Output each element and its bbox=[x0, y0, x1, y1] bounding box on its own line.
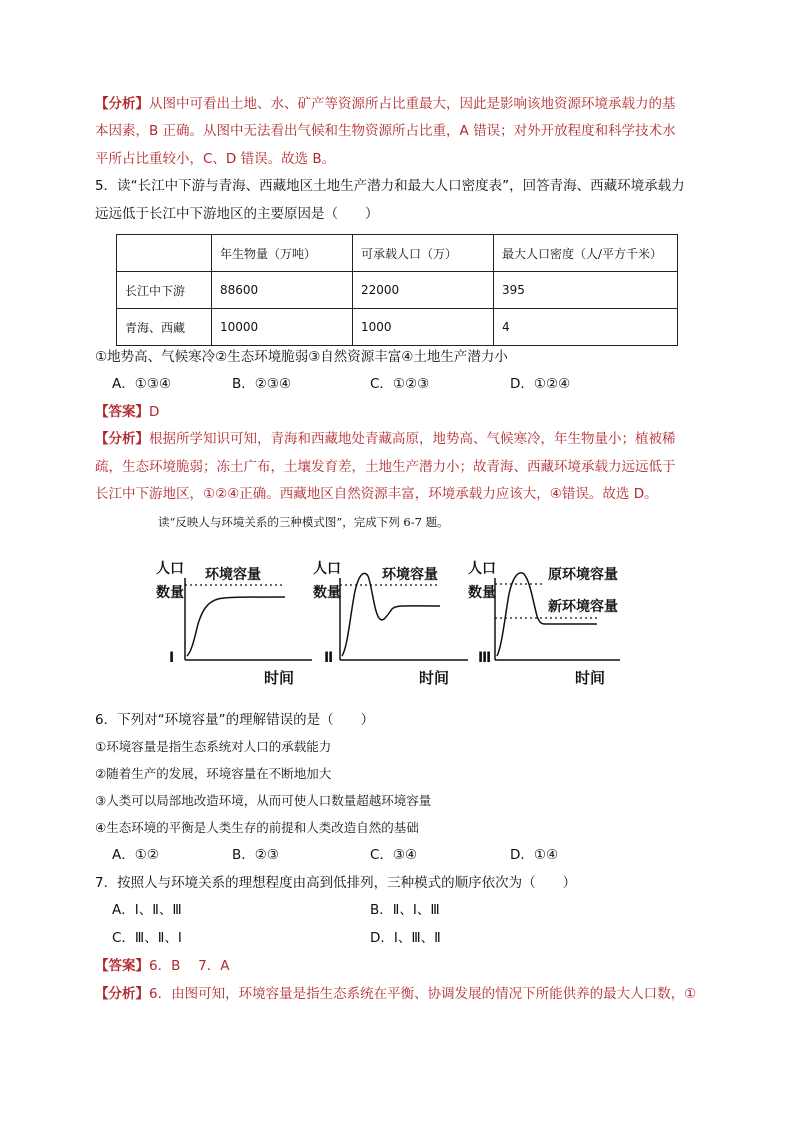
three-models-figure bbox=[150, 556, 670, 690]
x-axis-label: 时间 bbox=[575, 669, 606, 687]
answer-value: 6．B 7．A bbox=[149, 958, 230, 974]
q5-stem-line-1: 5．读“长江中下游与青海、西藏地区土地生产潜力和最大人口密度表”，回答青海、西藏环境承载力 bbox=[95, 178, 685, 194]
table-header-cell bbox=[117, 235, 212, 272]
y-axis-label-top: 人口 bbox=[468, 561, 496, 577]
population-curve bbox=[342, 573, 440, 656]
q6-statement: ④生态环境的平衡是人类生存的前提和人类改造自然的基础 bbox=[95, 820, 419, 835]
answer-tag: 【答案】 bbox=[95, 404, 149, 420]
panel-roman-label: Ⅲ bbox=[478, 650, 492, 666]
table-row bbox=[117, 272, 678, 309]
table-cell: 青海、西藏 bbox=[117, 309, 212, 346]
q5-option-a[interactable]: A．①③④ bbox=[112, 376, 172, 392]
table-cell: 88600 bbox=[212, 272, 353, 309]
original-capacity-label: 原环境容量 bbox=[548, 567, 618, 583]
q5-analysis-line-2: 疏，生态环境脆弱；冻土广布，土壤发育差，土地生产潜力小；故青海、西藏环境承载力远远低于 bbox=[95, 459, 676, 475]
q5-analysis-line-1: 【分析】根据所学知识可知，青海和西藏地处青藏高原，地势高、气候寒冷，年生物量小；植被稀 bbox=[95, 431, 676, 447]
population-curve bbox=[187, 597, 285, 656]
new-capacity-label: 新环境容量 bbox=[548, 599, 618, 615]
table-cell: 22000 bbox=[353, 272, 494, 309]
q7-analysis-line-1: 【分析】6．由图可知，环境容量是指生态系统在平衡、协调发展的情况下所能供养的最大人口数，① bbox=[95, 986, 697, 1002]
panel-1 bbox=[156, 561, 312, 666]
table-cell: 395 bbox=[494, 272, 678, 309]
capacity-label: 环境容量 bbox=[205, 567, 261, 583]
panel-roman-label: Ⅱ bbox=[324, 650, 334, 666]
table-cell: 4 bbox=[494, 309, 678, 346]
analysis-tag: 【分析】 bbox=[95, 96, 149, 112]
q6-stem: 6．下列对“环境容量”的理解错误的是（ ） bbox=[95, 712, 375, 728]
answer-tag: 【答案】 bbox=[95, 958, 149, 974]
q5-statements: ①地势高、气候寒冷②生态环境脆弱③自然资源丰富④土地生产潜力小 bbox=[95, 349, 508, 365]
table-header-row bbox=[117, 235, 678, 272]
y-axis-label-bottom: 数量 bbox=[468, 585, 496, 601]
q6-statement: ③人类可以局部地改造环境，从而可使人口数量超越环境容量 bbox=[95, 793, 432, 808]
capacity-label: 环境容量 bbox=[382, 567, 438, 583]
figure-caption: 读“反映人与环境关系的三种模式图”，完成下列 6-7 题。 bbox=[158, 515, 449, 529]
analysis-line-1: 【分析】从图中可看出土地、水、矿产等资源所占比重最大，因此是影响该地资源环境承载力的基 bbox=[95, 96, 676, 112]
y-axis-label-bottom: 数量 bbox=[313, 585, 341, 601]
q6-option-c[interactable]: C．③④ bbox=[370, 847, 418, 863]
analysis-line-3: 平所占比重较小，C、D 错误。故选 B。 bbox=[95, 151, 336, 167]
table-header-cell: 年生物量（万吨） bbox=[212, 235, 353, 272]
table-cell: 1000 bbox=[353, 309, 494, 346]
q5-analysis-line-3: 长江中下游地区，①②④正确。西藏地区自然资源丰富，环境承载力应该大，④错误。故选 D。 bbox=[95, 486, 658, 502]
q7-option-c[interactable]: C．Ⅲ、Ⅱ、Ⅰ bbox=[112, 930, 182, 946]
y-axis-label-top: 人口 bbox=[313, 561, 341, 577]
q5-answer bbox=[95, 403, 159, 421]
analysis-tag: 【分析】 bbox=[95, 431, 149, 447]
panel-roman-label: Ⅰ bbox=[169, 650, 175, 666]
analysis-line-2: 本因素，B 正确。从图中无法看出气候和生物资源所占比重，A 错误；对外开放程度和科学技术水 bbox=[95, 123, 676, 139]
q5-stem-line-2: 远远低于长江中下游地区的主要原因是（ ） bbox=[95, 206, 379, 222]
table-row bbox=[117, 309, 678, 346]
q7-option-b[interactable]: B．Ⅱ、Ⅰ、Ⅲ bbox=[370, 902, 440, 918]
q6-statement: ①环境容量是指生态系统对人口的承载能力 bbox=[95, 739, 332, 754]
q6-option-a[interactable]: A．①② bbox=[112, 847, 159, 863]
table-header-cell: 可承载人口（万） bbox=[353, 235, 494, 272]
x-axis-label: 时间 bbox=[419, 669, 450, 687]
q7-option-a[interactable]: A．Ⅰ、Ⅱ、Ⅲ bbox=[112, 902, 182, 918]
q7-answer bbox=[95, 957, 229, 975]
table-header-cell: 最大人口密度（人/平方千米） bbox=[494, 235, 678, 272]
q5-option-b[interactable]: B．②③④ bbox=[232, 376, 292, 392]
table-cell: 长江中下游 bbox=[117, 272, 212, 309]
q7-option-d[interactable]: D．Ⅰ、Ⅲ、Ⅱ bbox=[370, 930, 441, 946]
y-axis-label-bottom: 数量 bbox=[156, 585, 184, 601]
panel-2 bbox=[313, 561, 468, 666]
q5-option-d[interactable]: D．①②④ bbox=[510, 376, 571, 392]
q7-stem: 7．按照人与环境关系的理想程度由高到低排列，三种模式的顺序依次为（ ） bbox=[95, 875, 577, 891]
q6-option-b[interactable]: B．②③ bbox=[232, 847, 279, 863]
answer-value: D bbox=[149, 404, 160, 420]
q6-statement: ②随着生产的发展，环境容量在不断地加大 bbox=[95, 766, 332, 781]
q6-option-d[interactable]: D．①④ bbox=[510, 847, 559, 863]
x-axis-label: 时间 bbox=[264, 669, 295, 687]
analysis-tag: 【分析】 bbox=[95, 986, 149, 1002]
q5-option-c[interactable]: C．①②③ bbox=[370, 376, 430, 392]
panel-3 bbox=[468, 561, 620, 666]
q5-data-table bbox=[116, 234, 678, 346]
y-axis-label-top: 人口 bbox=[156, 561, 184, 577]
table-cell: 10000 bbox=[212, 309, 353, 346]
